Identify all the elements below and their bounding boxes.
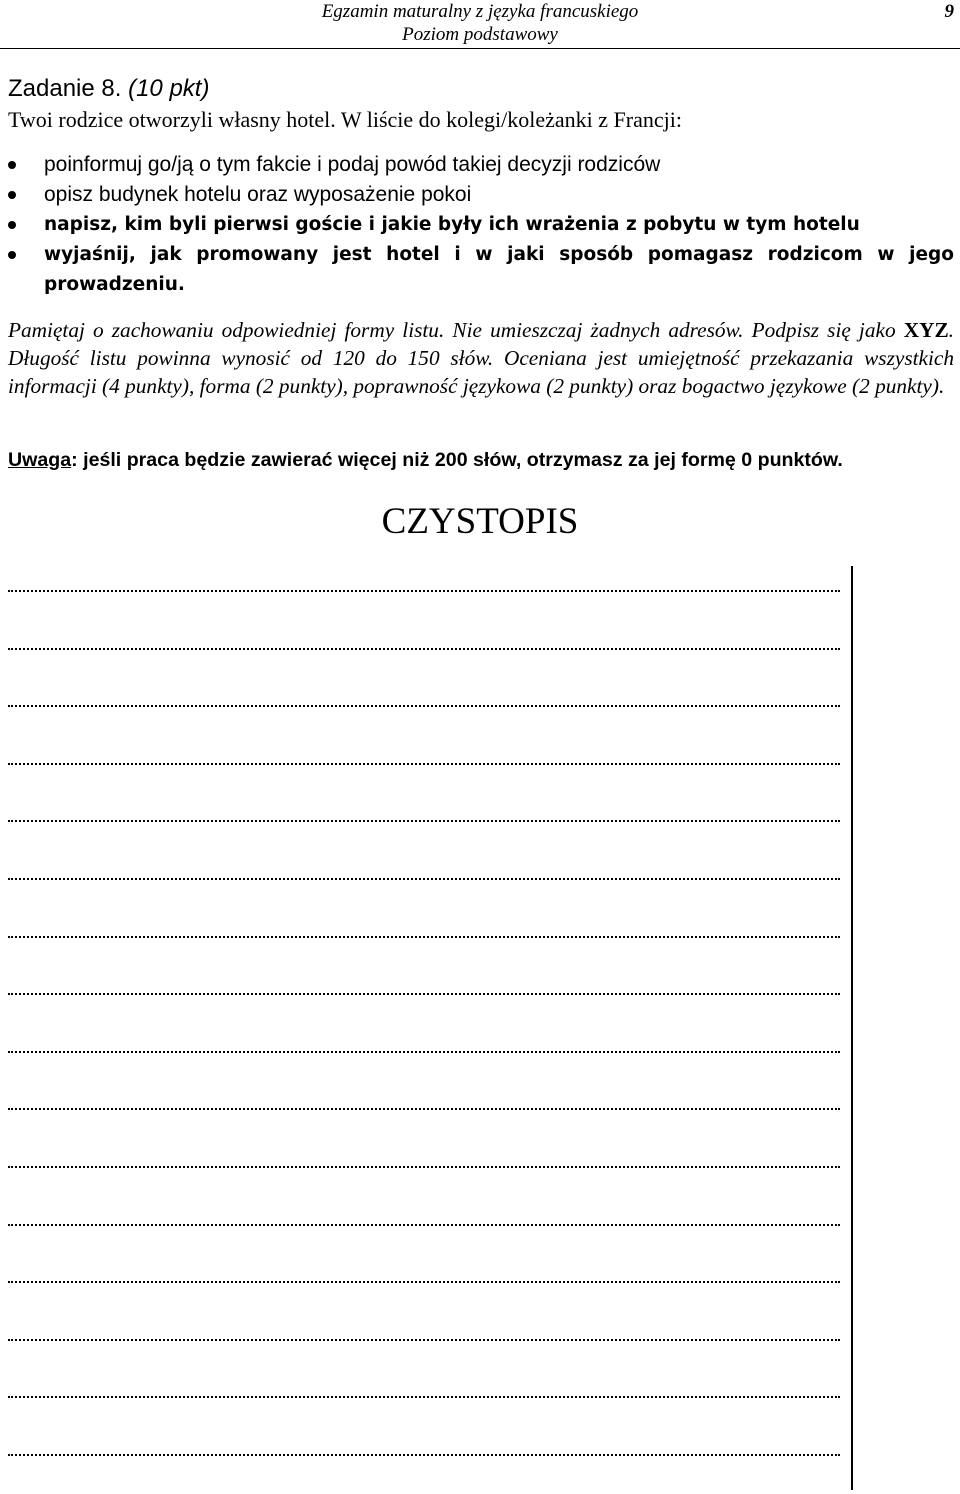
exam-title: Egzamin maturalny z języka francuskiego	[321, 1, 639, 22]
signature-placeholder: XYZ	[903, 318, 949, 342]
instructions-text: Pamiętaj o zachowaniu odpowiedniej formy listu. Nie umieszczaj żadnych adresów. Podpisz się jako	[8, 318, 904, 342]
writing-line[interactable]	[8, 1051, 840, 1053]
writing-line[interactable]	[8, 590, 840, 592]
bullet-icon	[8, 221, 16, 229]
final-copy-title: CZYSTOPIS	[381, 501, 579, 542]
task-number: Zadanie 8.	[8, 75, 122, 102]
task-points: (10 pkt)	[128, 75, 210, 102]
writing-line[interactable]	[8, 1454, 840, 1456]
writing-line[interactable]	[8, 993, 840, 995]
task-instructions	[8, 316, 954, 400]
writing-line[interactable]	[8, 763, 840, 765]
list-item	[8, 180, 954, 210]
page-header	[0, 0, 960, 49]
bullet-icon	[8, 161, 16, 169]
writing-line[interactable]	[8, 1224, 840, 1226]
writing-line[interactable]	[8, 648, 840, 650]
exam-level: Poziom podstawowy	[402, 24, 558, 45]
writing-line[interactable]	[8, 1166, 840, 1168]
requirement-text: opisz budynek hotelu oraz wyposażenie pokoi	[44, 183, 472, 206]
answer-writing-area[interactable]	[8, 560, 840, 1480]
list-item	[8, 210, 954, 240]
page-number: 9	[944, 1, 954, 22]
word-limit-warning	[8, 446, 954, 474]
requirement-text: poinformuj go/ją o tym fakcie i podaj powód takiej decyzji rodziców	[44, 153, 661, 176]
list-item	[8, 150, 954, 180]
task-intro: Twoi rodzice otworzyli własny hotel. W liście do kolegi/koleżanki z Francji:	[8, 107, 682, 132]
instructions-text: . Długość listu powinna wynosić od 120 do 150 słów. Oceniana jest umiejętność przekazania wszystkich informacji (4 punkty), forma (2 punkty), poprawność językowa (2 punkty) oraz bogactwo językowe (2 punkty).	[8, 318, 954, 398]
writing-line[interactable]	[8, 820, 840, 822]
requirement-text: wyjaśnij, jak promowany jest hotel i w jaki sposób pomagasz rodzicom w jego prowadzeniu.	[44, 244, 954, 295]
requirement-text: napisz, kim byli pierwsi goście i jakie były ich wrażenia z pobytu w tym hotelu	[44, 214, 860, 235]
task-heading	[8, 74, 209, 104]
writing-line[interactable]	[8, 1339, 840, 1341]
task-requirements-list	[8, 150, 954, 300]
writing-line[interactable]	[8, 705, 840, 707]
warning-label: Uwaga	[8, 449, 72, 471]
writing-line[interactable]	[8, 1281, 840, 1283]
list-item	[8, 240, 954, 300]
writing-line[interactable]	[8, 1396, 840, 1398]
warning-text: : jeśli praca będzie zawierać więcej niż 200 słów, otrzymasz za jej formę 0 punktów.	[71, 449, 843, 471]
bullet-icon	[8, 191, 16, 199]
bullet-icon	[8, 251, 16, 259]
writing-line[interactable]	[8, 936, 840, 938]
writing-line[interactable]	[8, 1108, 840, 1110]
margin-rule	[851, 566, 853, 1490]
writing-line[interactable]	[8, 878, 840, 880]
